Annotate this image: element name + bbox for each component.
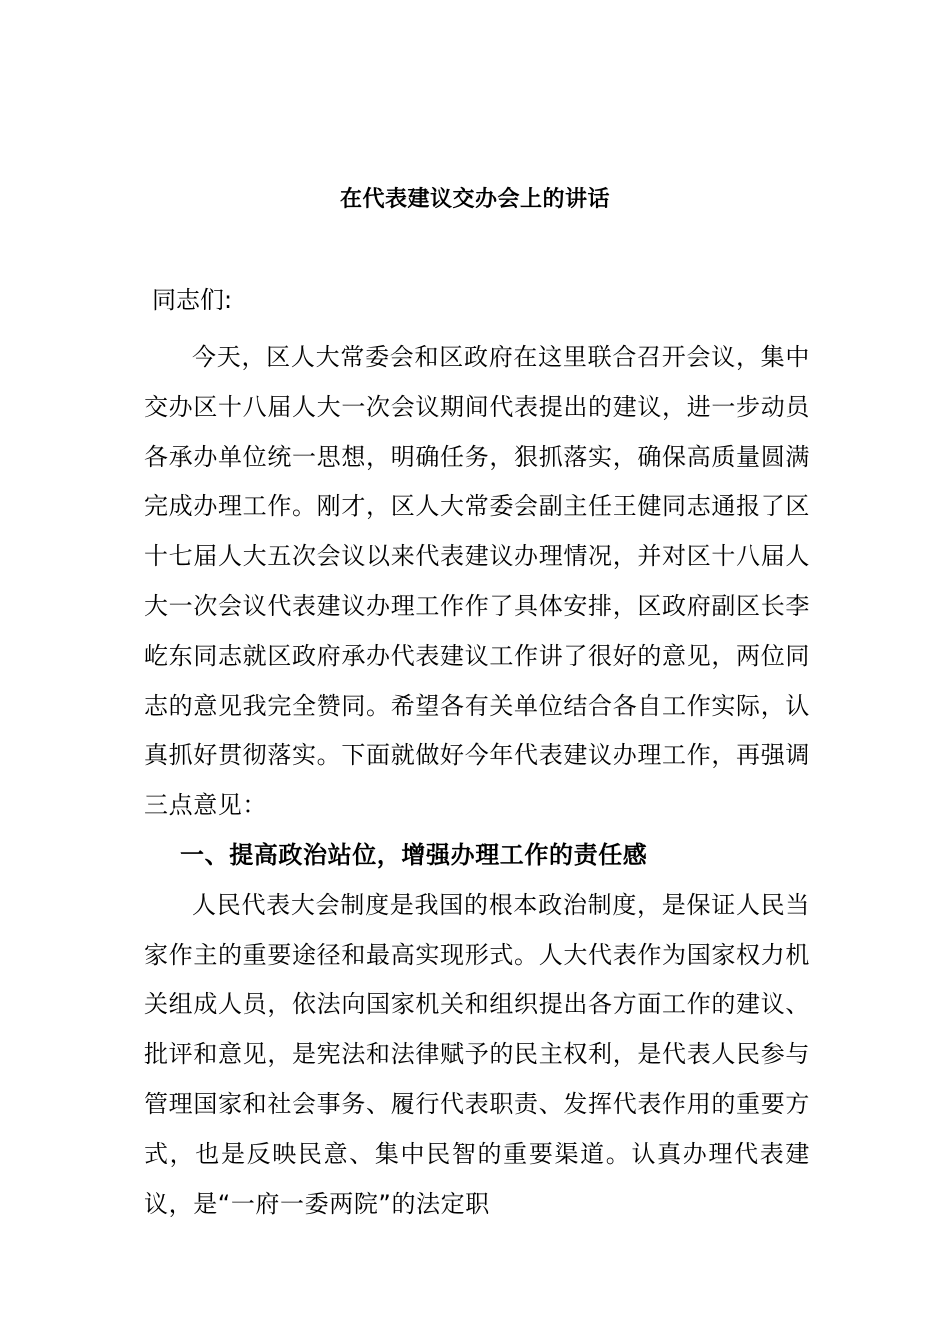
document-title: 在代表建议交办会上的讲话 xyxy=(339,187,610,212)
paragraph: 今天，区人大常委会和区政府在这里联合召开会议，集中交办区十八届人大一次会议期间代表提出的建议，进一步动员各承办单位统一思想，明确任务，狠抓落实，确保高质量圆满完成办理工作。刚才，区人大常委会副主任王健同志通报了区十七届人大五次会议以来代表建议办理情况，并对区十八届人大一次会议代表建议办理工作作了具体安排，区政府副区长李屹东同志就区政府承办代表建议工作讲了很好的意见，两位同志的意见我完全赞同。希望各有关单位结合各自工作实际，认真抓好贯彻落实。下面就做好今年代表建议办理工作，再强调三点意见： xyxy=(144,343,810,820)
document-body xyxy=(144,333,810,1229)
paragraph: 人民代表大会制度是我国的根本政治制度，是保证人民当家作主的重要途径和最高实现形式。人大代表作为国家权力机关组成人员，依法向国家机关和组织提出各方面工作的建议、批评和意见，是宪法和法律赋予的民主权利，是代表人民参与管理国家和社会事务、履行代表职责、发挥代表作用的重要方式，也是反映民意、集中民智的重要渠道。认真办理代表建议，是“一府一委两院”的法定职 xyxy=(144,890,810,1218)
section-heading: 一、提高政治站位，增强办理工作的责任感 xyxy=(180,840,648,869)
salutation: 同志们: xyxy=(152,286,233,314)
